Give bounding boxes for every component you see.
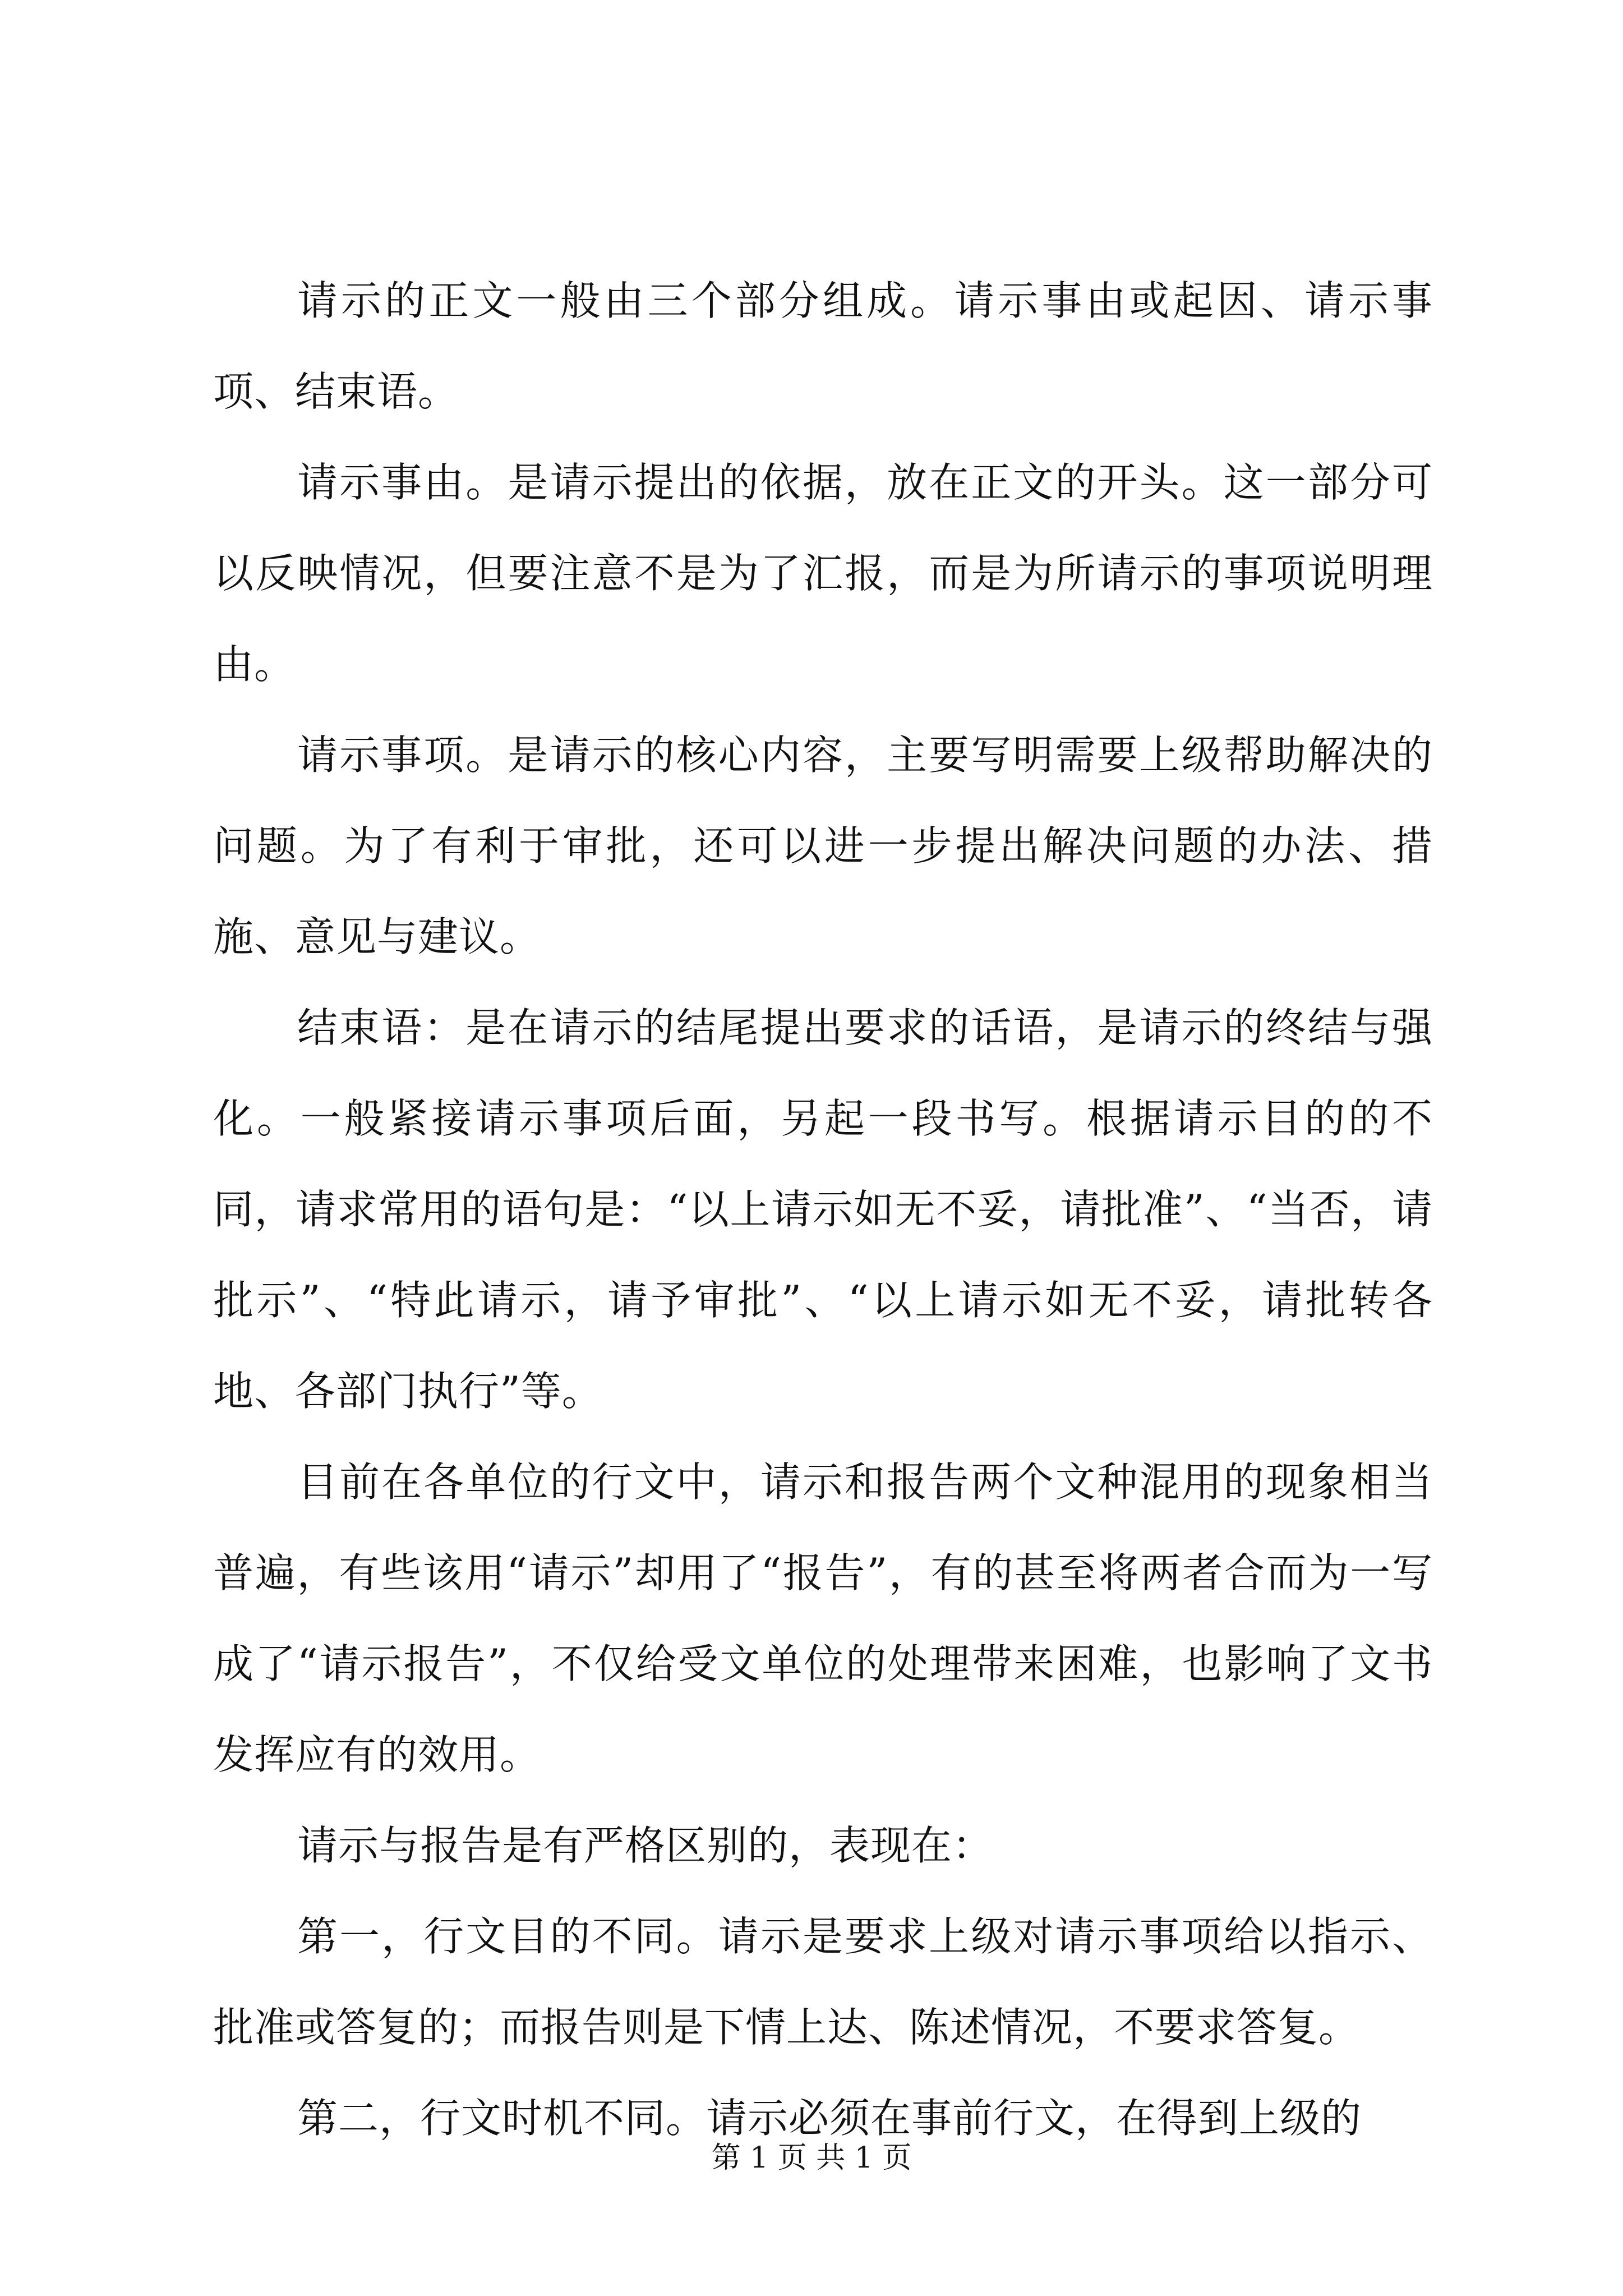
paragraph-difference-timing: 第二，行文时机不同。请示必须在事前行文，在得到上级的 xyxy=(297,2095,1362,2142)
page-number: 第 1 页 共 1 页 xyxy=(711,2141,912,2175)
paragraph-matters: 请示事项。是请示的核心内容，主要写明需要上级帮助解决的问题。为了有利于审批，还可以进一步提出解决问题的办法、措施、意见与建议。 xyxy=(213,731,1433,960)
paragraph-closing: 结束语：是在请示的结尾提出要求的话语，是请示的终结与强化。一般紧接请示事项后面，另起一段书写。根据请示目的的不同，请求常用的语句是：“以上请示如无不妥，请批准”、“当否，请批示”、“特此请示，请予审批”、“以上请示如无不妥，请批转各地、各部门执行”等。 xyxy=(213,1004,1433,1415)
paragraph-difference-intro: 请示与报告是有严格区别的，表现在： xyxy=(297,1822,994,1869)
paragraph-structure: 请示的正文一般由三个部分组成。请示事由或起因、请示事项、结束语。 xyxy=(213,277,1433,415)
document-body xyxy=(213,255,1433,2164)
paragraph-difference-purpose: 第一，行文目的不同。请示是要求上级对请示事项给以指示、批准或答复的；而报告则是下情上达、陈述情况，不要求答复。 xyxy=(213,1913,1433,2051)
paragraph-reason: 请示事由。是请示提出的依据，放在正文的开头。这一部分可以反映情况，但要注意不是为了汇报，而是为所请示的事项说明理由。 xyxy=(213,459,1433,688)
paragraph-misuse: 目前在各单位的行文中，请示和报告两个文种混用的现象相当普遍，有些该用“请示”却用了“报告”，有的甚至将两者合而为一写成了“请示报告”，不仅给受文单位的处理带来困难，也影响了文书发挥应有的效用。 xyxy=(213,1458,1433,1778)
